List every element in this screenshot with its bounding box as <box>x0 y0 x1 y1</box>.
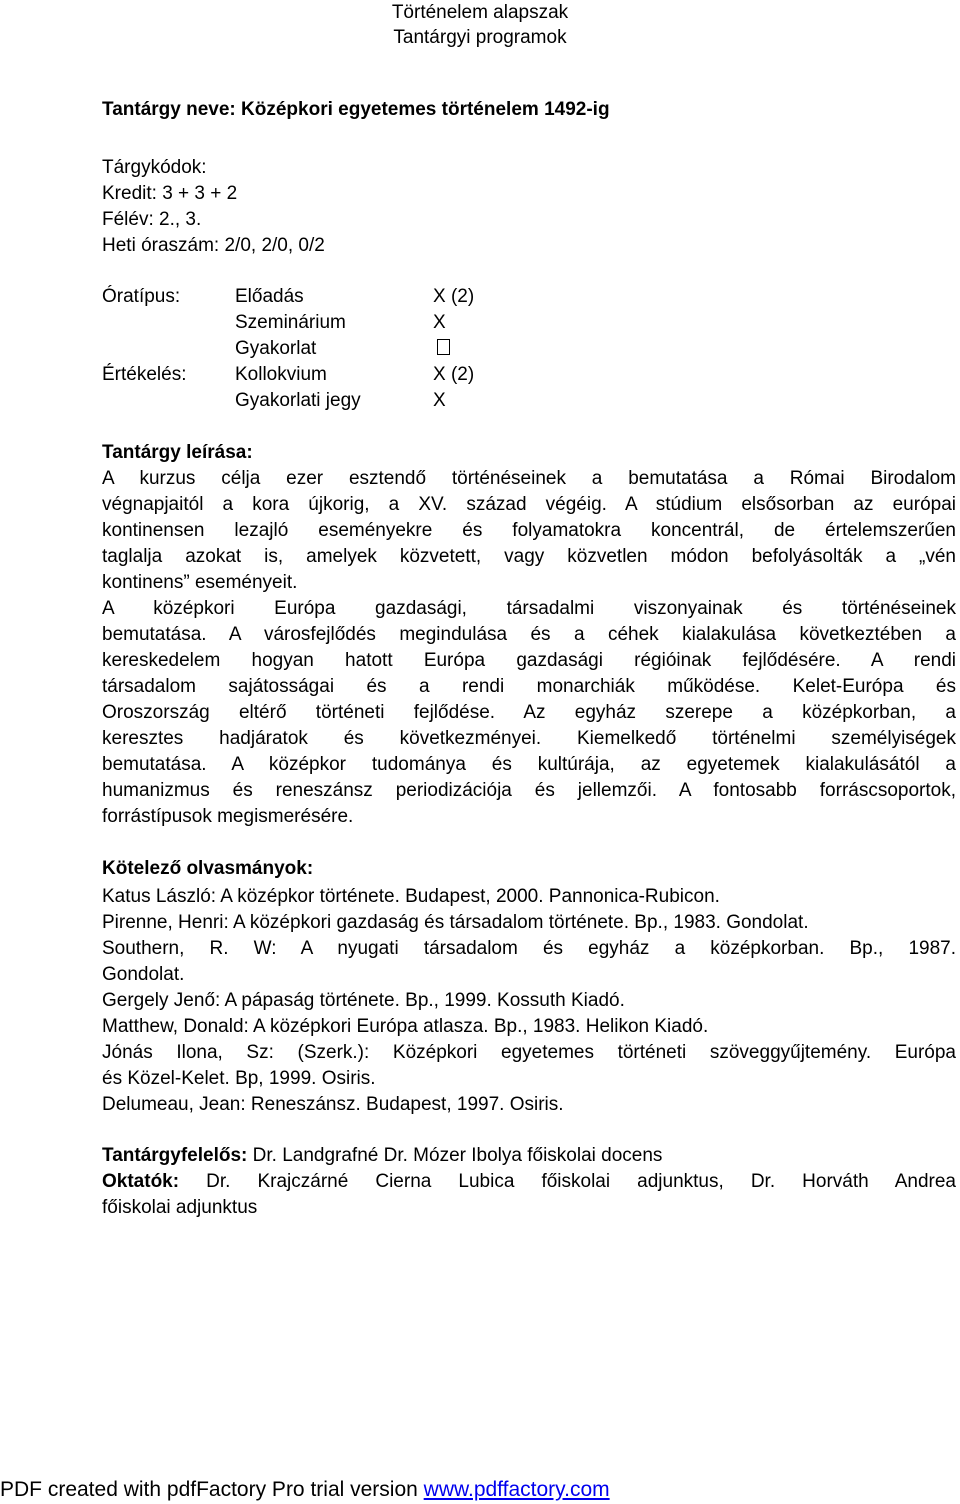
pdf-footer <box>0 1477 610 1503</box>
reading-item: Gergely Jenő: A pápaság története. Bp., 1999. Kossuth Kiadó. <box>102 990 625 1011</box>
description-line: forrástípusok megismerésére. <box>102 806 354 827</box>
footer-link[interactable]: www.pdffactory.com <box>423 1478 610 1501</box>
readings-heading-text: Kötelező olvasmányok: <box>102 858 314 879</box>
reading-item: Katus László: A középkor története. Budapest, 2000. Pannonica-Rubicon. <box>102 886 720 907</box>
type-label: Óratípus: <box>102 286 181 307</box>
description-line: humanizmus és reneszánsz periodizációja és jellemzői. A fontosabb forráscsoportok, <box>102 780 956 801</box>
description-line: keresztes hadjáratok és következményei. Kiemelkedő történelmi személyiségek <box>102 728 956 749</box>
description-line: Oroszország eltérő történeti fejlődése. Az egyház szerepe a középkorban, a <box>102 702 956 723</box>
description-heading-text: Tantárgy leírása: <box>102 442 253 463</box>
subject-title-text: Tantárgy neve: Középkori egyetemes történelem 1492-ig <box>102 99 610 120</box>
readings-heading <box>102 856 313 882</box>
eval-mark: X <box>433 390 446 411</box>
responsible-value: Dr. Landgrafné Dr. Mózer Ibolya főiskolai docens <box>247 1145 663 1166</box>
reading-item: Jónás Ilona, Sz: (Szerk.): Középkori egyetemes történeti szöveggyűjtemény. Európa <box>102 1042 956 1063</box>
description-line: kontinensen lezajló eseményekre és folyamatokra koncentrál, de értelemszerűen <box>102 520 956 541</box>
type-mark: X <box>433 312 446 333</box>
subject-credit: Kredit: 3 + 3 + 2 <box>102 183 238 204</box>
description-text <box>102 466 956 830</box>
description-line: társadalom sajátosságai és a rendi monarchiák működése. Kelet-Európa és <box>102 676 956 697</box>
eval-name: Gyakorlati jegy <box>235 390 361 411</box>
teachers-label: Oktatók: <box>102 1171 180 1192</box>
footer-text: PDF created with pdfFactory Pro trial version <box>0 1478 424 1501</box>
description-heading <box>102 440 253 466</box>
teachers-line-2: főiskolai adjunktus <box>102 1197 258 1218</box>
description-line: A középkori Európa gazdasági, társadalmi viszonyainak és történéseinek <box>102 598 956 619</box>
reading-item: Gondolat. <box>102 964 185 985</box>
reading-item: Southern, R. W: A nyugati társadalom és egyház a középkorban. Bp., 1987. <box>102 938 956 959</box>
type-name: Szeminárium <box>235 312 346 333</box>
description-line: kontinens” eseményeit. <box>102 572 298 593</box>
reading-item: és Közel-Kelet. Bp, 1999. Osiris. <box>102 1068 376 1089</box>
teachers-line-1 <box>102 1169 956 1195</box>
subject-hours: Heti óraszám: 2/0, 2/0, 0/2 <box>102 235 325 256</box>
empty-checkbox-icon <box>437 336 450 362</box>
responsible-line <box>102 1143 662 1169</box>
subject-code: Tárgykódok: <box>102 157 207 178</box>
eval-label: Értékelés: <box>102 364 187 385</box>
type-name: Gyakorlat <box>235 338 317 359</box>
teachers-block <box>102 1169 956 1221</box>
description-line: taglalja azokat is, amelyek közvetett, vagy közvetlen módon befolyásolták a „vén <box>102 546 956 567</box>
subject-title <box>102 97 610 123</box>
description-line: végnapjaitól a kora újkorig, a XV. század végéig. A stúdium elsősorban az európai <box>102 494 956 515</box>
eval-mark: X (2) <box>433 364 475 385</box>
readings-list <box>102 884 956 1118</box>
header-line-1: Történelem alapszak <box>391 2 569 23</box>
reading-item: Delumeau, Jean: Reneszánsz. Budapest, 1997. Osiris. <box>102 1094 564 1115</box>
eval-name: Kollokvium <box>235 364 327 385</box>
description-line: bemutatása. A középkor tudománya és kultúrája, az egyetemek kialakulásától a <box>102 754 956 775</box>
reading-item: Matthew, Donald: A középkori Európa atlasza. Bp., 1983. Helikon Kiadó. <box>102 1016 709 1037</box>
type-name: Előadás <box>235 286 304 307</box>
description-line: A kurzus célja ezer esztendő történéseinek a bemutatása a Római Birodalom <box>102 468 956 489</box>
header-line-2: Tantárgyi programok <box>393 27 567 48</box>
description-line: kereskedelem hogyan hatott Európa gazdasági régióinak fejlődésére. A rendi <box>102 650 956 671</box>
description-line: bemutatása. A városfejlődés megindulása és a céhek kialakulása következtében a <box>102 624 956 645</box>
responsible-label: Tantárgyfelelős: <box>102 1145 248 1166</box>
subject-semester: Félév: 2., 3. <box>102 209 202 230</box>
reading-item: Pirenne, Henri: A középkori gazdaság és társadalom története. Bp., 1983. Gondolat. <box>102 912 809 933</box>
teachers-value: Dr. Krajczárné Cierna Lubica főiskolai adjunktus, Dr. Horváth Andrea <box>179 1171 956 1192</box>
type-mark: X (2) <box>433 286 475 307</box>
